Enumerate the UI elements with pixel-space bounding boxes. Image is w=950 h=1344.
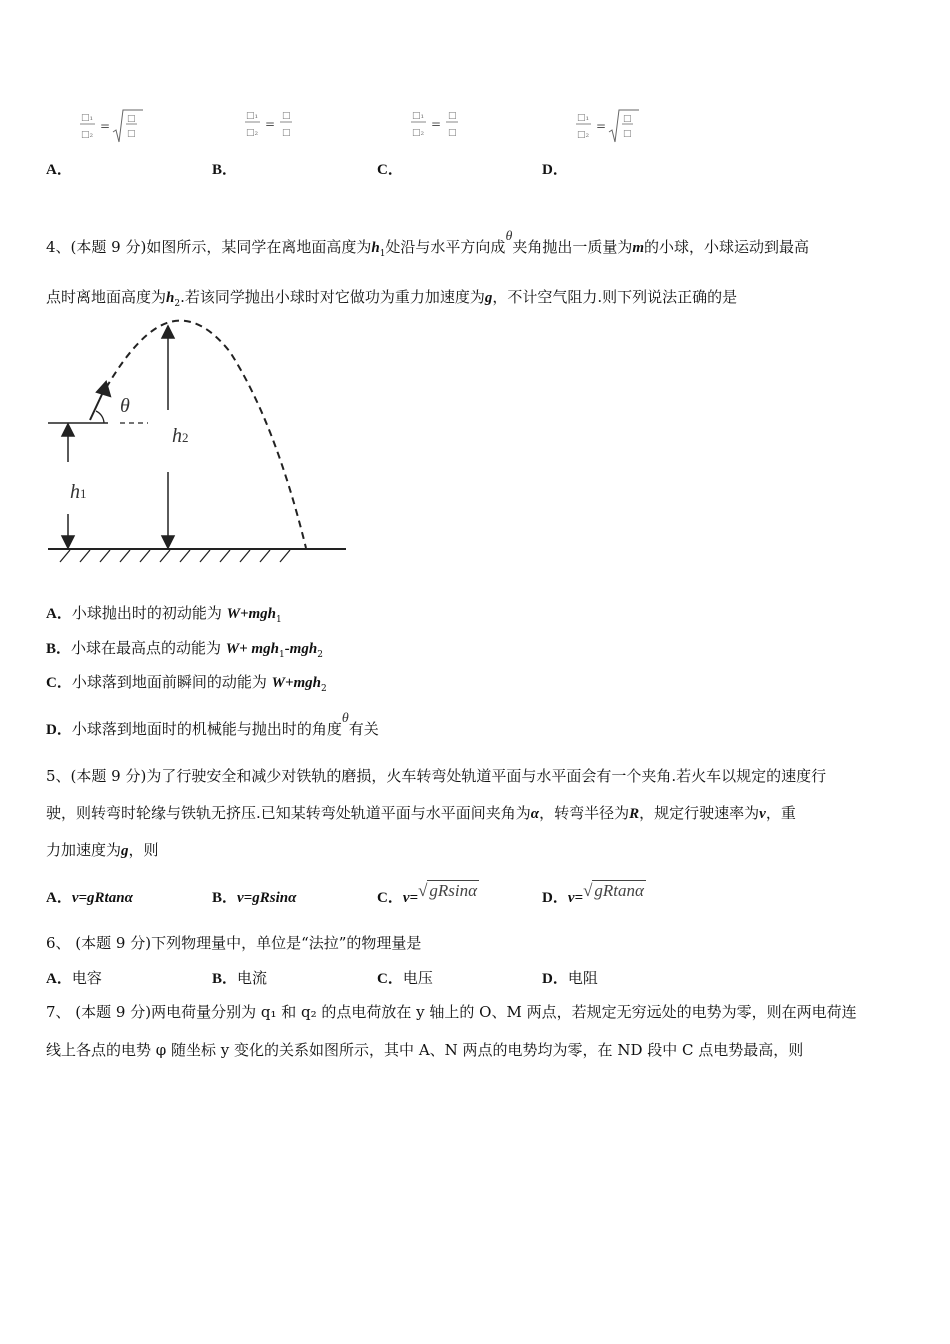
text: 夹角抛出一质量为 — [512, 238, 633, 256]
h1-label — [70, 481, 87, 503]
text: ，则 — [128, 841, 159, 859]
text: ，转弯半径为 — [539, 804, 630, 822]
text: ，规定行驶速率为 — [639, 804, 760, 822]
formula-image — [77, 104, 147, 148]
svg-text:□: □ — [447, 111, 457, 121]
option-label: A． — [46, 606, 72, 622]
formula: W+mgh — [226, 606, 277, 622]
q7-stem-line2: 线上各点的电势 φ 随坐标 y 变化的关系如图所示，其中 A、N 两点的电势均为零，在 ND 段中 C 点电势最高，则 — [46, 1041, 804, 1059]
option-label: C． — [377, 971, 403, 987]
text: ，不计空气阻力.则下列说法正确的是 — [492, 288, 738, 306]
h2-sub: 2 — [182, 430, 189, 445]
text: 点时离地面高度为 — [46, 288, 167, 306]
svg-text:□₁: □₁ — [576, 113, 589, 123]
q5-stem-line1: 5、(本题 9 分)为了行驶安全和减少对铁轨的磨损，火车转弯处轨道平面与水平面会有一个夹角.若火车以规定的速度行 — [46, 767, 827, 785]
svg-text:=: = — [430, 117, 441, 131]
text: .若该同学抛出小球时对它做功为重力加速度为 — [180, 288, 485, 306]
q6-option-b — [212, 967, 267, 988]
q4-option-c — [46, 671, 327, 694]
var-alpha: α — [530, 806, 540, 822]
h1-sub: 1 — [80, 486, 87, 501]
q3-option-a — [46, 104, 147, 178]
q5-option-a — [46, 886, 133, 907]
text: 力加速度为 — [46, 841, 122, 859]
q6-option-a — [46, 967, 102, 988]
option-label: B． — [212, 162, 238, 178]
svg-text:□: □ — [281, 111, 291, 121]
var-h: h — [371, 240, 380, 256]
svg-text:=: = — [99, 119, 110, 133]
var-v: v — [759, 806, 766, 822]
theta-symbol: θ — [341, 711, 349, 726]
subscript: 2 — [174, 299, 181, 309]
text: 4、(本题 9 分)如图所示，某同学在离地面高度为 — [46, 238, 372, 256]
svg-text:□₁: □₁ — [245, 111, 258, 121]
h1-letter: h — [70, 481, 80, 503]
option-text: 小球在最高点的动能为 — [71, 639, 226, 657]
radicand: gRsinα — [429, 881, 478, 900]
option-label: C． — [377, 162, 403, 178]
formula-image — [573, 104, 643, 148]
h2-label — [172, 425, 189, 447]
option-label: A． — [46, 971, 72, 987]
trajectory-dashed — [106, 321, 306, 548]
option-label: C． — [377, 890, 403, 906]
q5-option-b — [212, 886, 296, 907]
q6-stem: 6、 (本题 9 分)下列物理量中，单位是“法拉”的物理量是 — [46, 934, 422, 952]
theta-symbol: θ — [505, 229, 513, 244]
var-g: g — [121, 843, 129, 859]
svg-text:□₂: □₂ — [411, 128, 424, 138]
formula: v=gRtanα — [71, 890, 133, 906]
h2-letter: h — [172, 425, 182, 447]
option-text: 小球落到地面时的机械能与抛出时的角度 — [71, 720, 342, 738]
sqrt-formula: √ gRtanα — [583, 881, 644, 900]
q3-option-b — [212, 104, 302, 178]
svg-text:□: □ — [126, 114, 136, 124]
projectile-figure — [40, 312, 360, 572]
formula: W+ mgh — [225, 641, 279, 657]
formula-fraction — [242, 104, 302, 148]
svg-text:=: = — [264, 117, 275, 131]
option-label: B． — [212, 971, 238, 987]
text: 处沿与水平方向成 — [385, 238, 506, 256]
text: 的小球，小球运动到最高 — [644, 238, 810, 256]
q6-option-d — [542, 967, 598, 988]
option-label: D． — [46, 722, 72, 738]
option-text: 电压 — [402, 969, 433, 987]
option-label: D． — [542, 890, 568, 906]
formula-prefix: v= — [567, 890, 584, 906]
svg-text:□₂: □₂ — [245, 128, 258, 138]
q5-option-c — [377, 881, 479, 907]
text: ，重 — [765, 804, 796, 822]
ground-hatch — [60, 550, 290, 562]
subscript: 2 — [321, 684, 327, 694]
q3-option-d — [542, 104, 643, 178]
option-label: A． — [46, 890, 72, 906]
svg-text:□: □ — [622, 114, 632, 124]
svg-text:=: = — [595, 119, 606, 133]
option-text: 有关 — [348, 720, 379, 738]
option-text: 电流 — [237, 969, 268, 987]
q4-option-d — [46, 711, 379, 739]
formula-fraction — [408, 104, 468, 148]
svg-text:□: □ — [622, 129, 632, 139]
var-g: g — [484, 290, 493, 306]
option-text: 小球抛出时的初动能为 — [71, 604, 227, 622]
option-label: B． — [46, 641, 72, 657]
text: 驶，则转弯时轮缘与铁轨无挤压.已知某转弯处轨道平面与水平面间夹角为 — [46, 804, 531, 822]
formula: v=gRsinα — [237, 890, 297, 906]
option-label: A． — [46, 162, 72, 178]
subscript: 1 — [278, 650, 285, 660]
subscript: 1 — [276, 615, 282, 625]
q4-option-b — [46, 637, 323, 660]
theta-label: θ — [120, 395, 130, 417]
var-r: R — [629, 806, 640, 822]
option-text: 小球落到地面前瞬间的动能为 — [71, 673, 272, 691]
radicand: gRtanα — [594, 881, 644, 900]
formula: -mgh — [284, 641, 318, 657]
subscript: 1 — [379, 249, 386, 259]
q4-stem-line2 — [46, 286, 737, 309]
option-label: B． — [212, 890, 238, 906]
var-m: m — [632, 240, 645, 256]
q5-stem-line3 — [46, 839, 159, 860]
svg-text:□: □ — [126, 129, 136, 139]
q5-stem-line2 — [46, 802, 796, 823]
q7-stem-line1: 7、 (本题 9 分)两电荷量分别为 q₁ 和 q₂ 的点电荷放在 y 轴上的 O、M 两点，若规定无穷远处的电势为零，则在两电荷连 — [46, 1003, 857, 1021]
svg-text:□₁: □₁ — [80, 113, 93, 123]
formula: W+mgh — [271, 675, 322, 691]
option-text: 电容 — [71, 969, 102, 987]
option-label: D． — [542, 162, 568, 178]
svg-text:□: □ — [281, 128, 291, 138]
q5-option-d — [542, 881, 646, 907]
option-label: D． — [542, 971, 568, 987]
formula-image — [408, 104, 468, 148]
option-text: 电阻 — [567, 969, 598, 987]
formula-sqrt-fraction — [77, 104, 147, 148]
q4-option-a — [46, 602, 282, 625]
svg-text:□₂: □₂ — [576, 130, 589, 140]
formula-image — [242, 104, 302, 148]
subscript: 2 — [317, 650, 323, 660]
angle-arc — [96, 411, 104, 423]
option-label: C． — [46, 675, 72, 691]
var-h: h — [166, 290, 175, 306]
q6-option-c — [377, 967, 433, 988]
sqrt-formula: √ gRsinα — [418, 881, 478, 900]
q4-stem-line1 — [46, 229, 810, 259]
formula-sqrt-fraction — [573, 104, 643, 148]
svg-text:□₂: □₂ — [80, 130, 93, 140]
svg-text:□₁: □₁ — [411, 111, 424, 121]
formula-prefix: v= — [402, 890, 419, 906]
svg-text:□: □ — [447, 128, 457, 138]
q3-option-c — [377, 104, 468, 178]
